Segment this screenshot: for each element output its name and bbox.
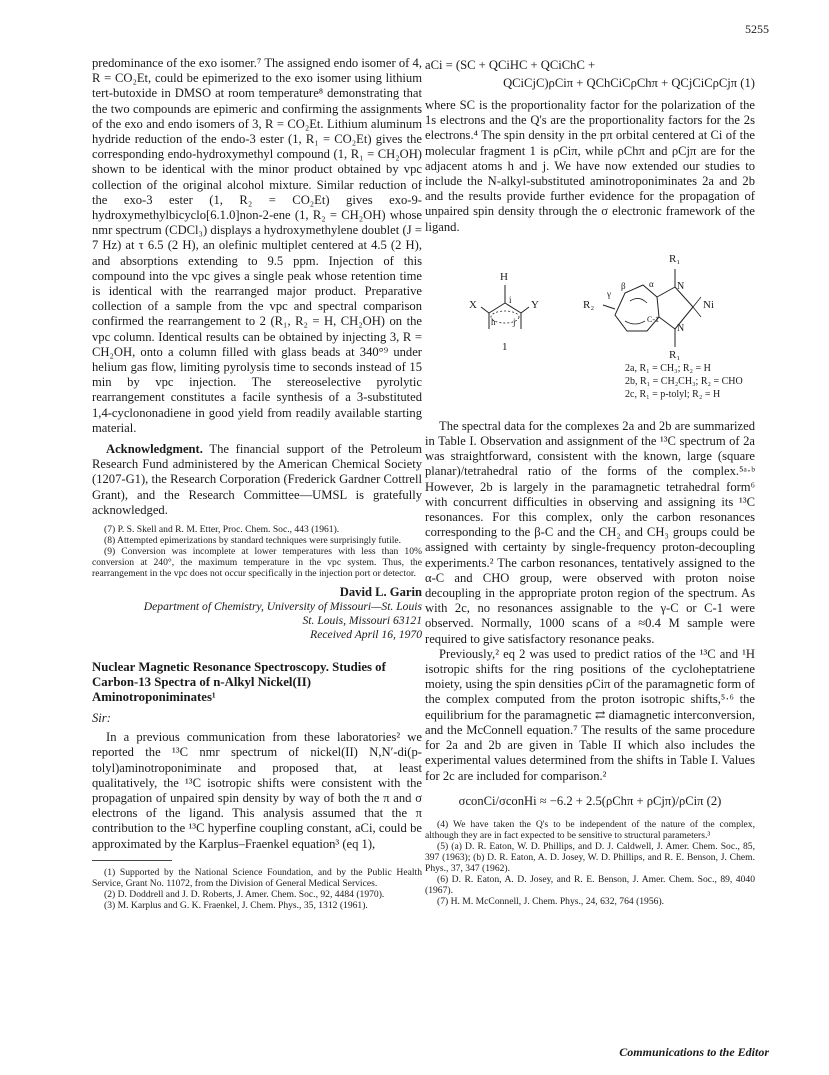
left-paragraph-2: In a previous communication from these laboratories² we reported the ¹³C nmr spectrum of nickel(II) N,N′-di(p-tolyl)aminotroponiminate and proposed that, at least qualitatively, the ¹³C isotropic shifts were consistent with the propagation of unpaired spin density by way of both the π and σ electrons of the ligand. This analysis assumed that the π contribution to the ¹³C hyperfine coupling constant, aCi, could be approximated by the Karplus–Fraenkel equation³ (eq 1),: [92, 730, 422, 851]
footnote-5: (5) (a) D. R. Eaton, W. D. Phillips, and D. J. Caldwell, J. Amer. Chem. Soc., 85, 397 (1963); (b) D. R. Eaton, A. D. Josey, W. D. Phillips, and R. E. Benson, J. Chem. Phys., 37, 347 (1962).: [425, 840, 755, 874]
fragment-hh-label: h: [491, 316, 496, 327]
r1-top-label: R₁: [669, 252, 681, 265]
acknowledgment: [92, 442, 422, 518]
structure-figure: [425, 245, 755, 400]
right-paragraph-2: The spectral data for the complexes 2a and 2b are summarized in Table I. Observation and assignment of the ¹³C spectrum of 2a was straightforward, consistent with the known, large (square planar)/tetrahedral ratio of the forms of the complex.⁵ᵃ·ᵇ However, 2b is largely in the paramagnetic tetrahedral form⁶ with concurrent difficulties in observing and assigning its ¹³C resonances. For this complex, only the carbon resonances corresponding to the β-C and the CH₂ and CH₃ groups could be assigned with certainty by single-frequency proton-decoupling experiments.² The carbon resonances, tentatively assigned to the α-C and CHO group, were observed with proton noise decoupling in the appropriate proton region of the spectrum. As with 2c, no resonances assignable to the γ-C or C-1 were observed. Normally, 1000 scans of a ≈0.4 M sample were required to give satisfactory resonance peaks.: [425, 418, 755, 646]
n-bottom-label: N: [677, 322, 685, 334]
beta-label: β: [621, 280, 626, 291]
page-number: 5255: [745, 22, 769, 36]
fragment-x-label: X: [469, 298, 477, 311]
footnote-3: (3) M. Karplus and G. K. Fraenkel, J. Chem. Phys., 35, 1312 (1961).: [104, 899, 368, 911]
n-top-label: N: [677, 280, 685, 292]
fragment-number-label: 1: [502, 340, 508, 353]
footnote-4: (4) We have taken the Q's to be independent of the nature of the complex, although they are in fact expected to be sensitive to structural parameters.³: [425, 818, 755, 841]
alpha-label: α: [649, 278, 654, 289]
legend-2c: 2c, R₁ = p-tolyl; R₂ = H: [625, 388, 721, 400]
right-paragraph-3: Previously,² eq 2 was used to predict ratios of the ¹³C and ¹H isotropic shifts for the ring positions of the cycloheptatriene moiety, using the spin densities ρCiπ of the paramagnetic form of the complex computed from the proton isotropic shifts,⁵·⁶ the equilibrium for the paramagnetic ⇄ diamagnetic interconversion, and the McConnell equation.⁷ The results of the same procedure for 2a and 2b are given in Table II which also includes the experimental values determined from the shifts in Table I. Values for 2c are included for comparison.²: [425, 646, 755, 783]
fragment-i-label: i: [509, 294, 512, 305]
footnote-6: (6) D. R. Eaton, A. D. Josey, and R. E. Benson, J. Amer. Chem. Soc., 89, 4040 (1967).: [425, 873, 755, 896]
legend-2b: 2b, R₁ = CH₂CH₃; R₂ = CHO: [625, 375, 743, 387]
page-footer: Communications to the Editor: [619, 1045, 769, 1059]
fragment-j-label: j: [513, 316, 516, 327]
footnote-7-right: (7) H. M. McConnell, J. Chem. Phys., 24, 632, 764 (1956).: [437, 895, 665, 907]
gamma-label: γ: [607, 288, 611, 299]
received-date: Received April 16, 1970: [310, 628, 422, 642]
author-name: David L. Garin: [339, 585, 422, 600]
affiliation-department: Department of Chemistry, University of Missouri—St. Louis: [143, 600, 422, 614]
footnote-2: (2) D. Doddrell and J. D. Roberts, J. Amer. Chem. Soc., 92, 4484 (1970).: [104, 888, 385, 900]
left-paragraph-1: predominance of the exo isomer.⁷ The assigned endo isomer of 4, R = CO₂Et, could be epimerized to the exo isomer using lithium tert-butoxide in DMSO at room temperature⁸ demonstrating that the two compounds are epimeric and confirming the assignments of the exo and endo isomers of 3, R = CO₂Et. Lithium aluminum hydride reduction of the endo-3 ester (1, R₁ = CO₂Et) gives the corresponding endo-hydroxymethyl compound (1, R₁ = CH₂OH) shown to be identical with the minor product obtained by vpc collection of the original alcohol mixture. Similar reduction of the exo-3 ester (1, R₂ = CO₂Et) gives exo-9-hydroxymethylbicyclo[6.1.0]non-2-ene (1, R₂ = CH₂OH) whose nmr spectrum (CDCl₃) displays a hydroxymethylene doublet (J = 7 Hz) at τ 6.5 (2 H), an olefinic multiplet centered at 4.5 (2 H), and absorptions extending to 9.5 ppm. Injection of this compound into the vpc gives a single peak whose retention time is identical with the rearranged major product. Preparative collection of a sample from the vpc and spectral comparison confirmed the rearrangement to 2 (R₁, R₂ = H, CH₂OH) on the vpc column. Identical results can be obtained by injecting 3, R = CH₂OH, onto a column filled with glass beads at 340°⁹ under helium gas flow, limiting pyrolysis time to seconds instead of 15 min by vpc injection. The stereoselective pyrolytic rearrangement constitutes a facile synthesis of a 3-substituted 1,4-cyclononadiene in good yield from readily available starting material.: [92, 56, 422, 435]
footnote-rule: [92, 860, 172, 861]
salutation: Sir:: [92, 711, 111, 726]
equation-2: σconCi/σconHi ≈ −6.2 + 2.5(ρChπ + ρCjπ)/ρCiπ (2): [458, 793, 722, 808]
right-paragraph-1: where SC is the proportionality factor for the polarization of the 1s electrons and the Q's are the proportionality factors for the 2s electrons.⁴ The spin density in the pπ orbital centered at Ci of the molecular fragment 1 is ρCiπ, while ρChπ and ρCjπ are for the adjacent atoms h and j. We have now extended our studies to include the N-alkyl-substituted aminotroponiminates 2a and 2b and the results provide further evidence for the propagation of unpaired spin density through the σ electronic framework of the ligand.: [425, 98, 755, 234]
fragment-y-label: Y: [531, 298, 539, 311]
equation-1-line-2: QCiCjC)ρCiπ + QChCiCρChπ + QCjCiCρCjπ (1): [503, 76, 755, 90]
affiliation-city: St. Louis, Missouri 63121: [302, 614, 422, 628]
right-column: [425, 56, 755, 907]
acknowledgment-heading: Acknowledgment.: [106, 442, 203, 457]
footnote-8: (8) Attempted epimerizations by standard techniques were surprisingly futile.: [104, 535, 402, 547]
c1-label: C-1: [647, 314, 659, 324]
equation-1-line-1: aCi = (SC + QCiHC + QCiChC +: [425, 58, 596, 72]
footnote-1: (1) Supported by the National Science Foundation, and by the Public Health Service, Grant No. 11072, from the Division of General Medical Services.: [92, 866, 422, 889]
footnote-9: (9) Conversion was incomplete at lower temperatures with less than 10% conversion at 240°, the maximum temperature in the vpc system. Thus, the rearrangement in the vpc does not occur specifically in the injection port or detector.: [92, 546, 422, 580]
legend-2a: 2a, R₁ = CH₃; R₂ = H: [625, 362, 711, 374]
ni-label: Ni: [703, 298, 714, 311]
acknowledgment-text: The financial support of the Petroleum Research Fund administered by the American Chemical Society (1207-G1), the Research Corporation (Frederick Gardner Cottrell Grant), and the Research Committee—UMSL is gratefully acknowledged.: [92, 442, 422, 517]
footnote-7: (7) P. S. Skell and R. M. Etter, Proc. Chem. Soc., 443 (1961).: [104, 524, 340, 536]
left-column: [92, 56, 422, 911]
r1-bottom-label: R₁: [669, 348, 681, 361]
fragment-h-label: H: [500, 270, 508, 283]
article-title: Nuclear Magnetic Resonance Spectroscopy. Studies of Carbon-13 Spectra of n-Alkyl Nickel(II) Aminotroponiminates¹: [92, 660, 386, 705]
r2-label: R₂: [583, 298, 595, 311]
